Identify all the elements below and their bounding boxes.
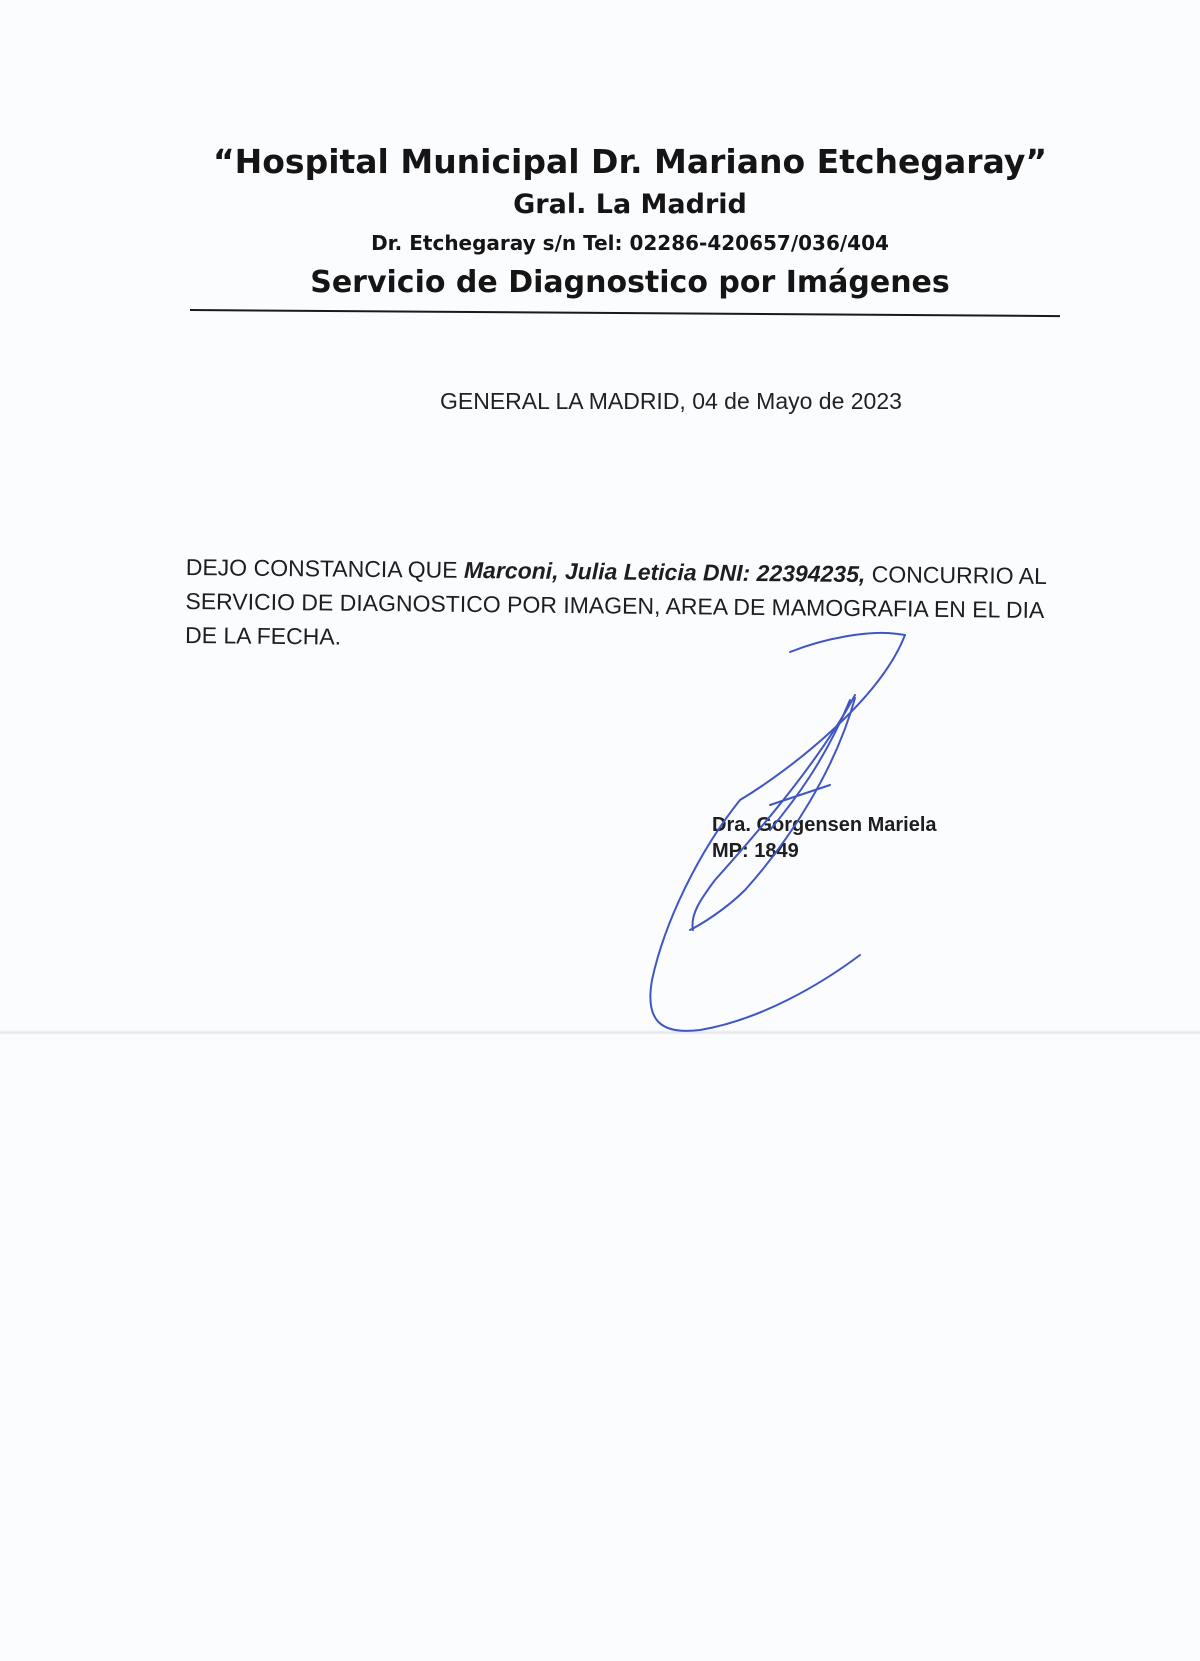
certificate-body: [185, 550, 1066, 661]
letterhead: [190, 140, 1070, 306]
institution-name: “Hospital Municipal Dr. Mariano Etchegaray”: [212, 142, 1048, 181]
signature-tail: [770, 785, 830, 805]
signer-name: Dra. Gorgensen Mariela: [712, 814, 937, 836]
patient-identification: Marconi, Julia Leticia DNI: 22394235,: [463, 556, 866, 588]
signer-block: [712, 812, 937, 864]
body-intro: DEJO CONSTANCIA QUE: [185, 553, 465, 583]
signature-stroke-3: [770, 700, 850, 830]
body-rest: CONCURRIO AL SERVICIO DE DIAGNOSTICO POR IMAGEN, AREA DE MAMOGRAFIA EN EL DIA DE LA FECHA.: [184, 561, 1047, 650]
service-name: Servicio de Diagnostico por Imágenes: [310, 265, 950, 300]
date-line: GENERAL LA MADRID, 04 de Mayo de 2023: [440, 388, 902, 414]
institution-city: Gral. La Madrid: [513, 189, 747, 220]
paper-fold: [0, 1030, 1200, 1035]
institution-address: Dr. Etchegaray s/n Tel: 02286-420657/036/404: [371, 231, 889, 255]
letterhead-rule: [190, 309, 1060, 317]
signer-license: MP: 1849: [712, 840, 799, 862]
